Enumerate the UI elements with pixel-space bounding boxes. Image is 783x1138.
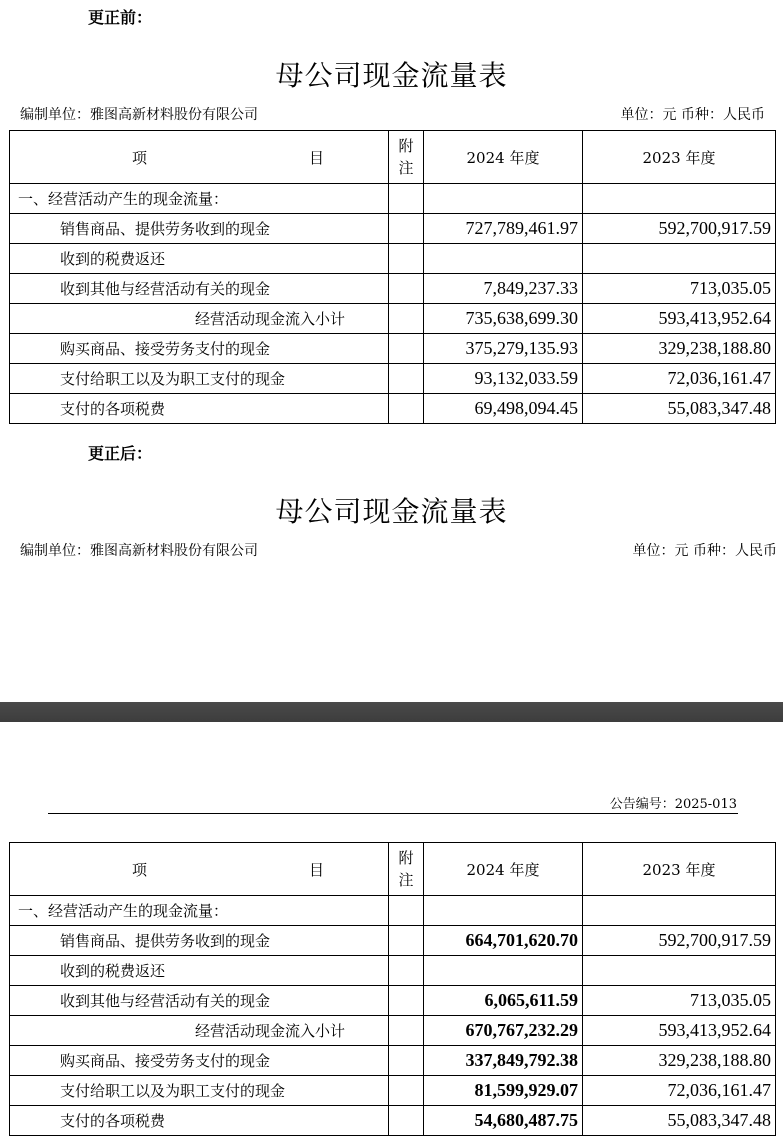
before-page-title: 母公司现金流量表 [275,59,508,92]
table-header-row [10,843,776,896]
table-row: 销售商品、提供劳务收到的现金 664,701,620.70 592,700,917.59 [10,926,776,956]
table-row: 支付给职工以及为职工支付的现金 81,599,929.07 72,036,161.47 [10,1076,776,1106]
before-section-label: 更正前： [88,8,153,27]
table-row: 支付给职工以及为职工支付的现金 93,132,033.59 72,036,161.47 [10,364,776,394]
header-item: 项 目 [10,131,389,184]
table-row: 收到其他与经营活动有关的现金 7,849,237.33 713,035.05 [10,274,776,304]
table-row: 收到的税费返还 [10,956,776,986]
table-row: 支付的各项税费 54,680,487.75 55,083,347.48 [10,1106,776,1136]
after-company: 编制单位：雅图高新材料股份有限公司 [20,543,258,559]
header-2024: 2024 年度 [424,131,583,184]
page-break [0,702,783,722]
table-row: 一、经营活动产生的现金流量： [10,184,776,214]
table-row: 购买商品、接受劳务支付的现金 375,279,135.93 329,238,188.80 [10,334,776,364]
table-row: 一、经营活动产生的现金流量： [10,896,776,926]
before-company: 编制单位：雅图高新材料股份有限公司 [20,107,258,123]
table-row: 购买商品、接受劳务支付的现金 337,849,792.38 329,238,188.80 [10,1046,776,1076]
header-2023: 2023 年度 [583,843,776,896]
after-section-label: 更正后： [88,444,153,463]
table-row: 销售商品、提供劳务收到的现金 727,789,461.97 592,700,917.59 [10,214,776,244]
table-row: 经营活动现金流入小计 735,638,699.30 593,413,952.64 [10,304,776,334]
table-row: 收到其他与经营活动有关的现金 6,065,611.59 713,035.05 [10,986,776,1016]
announcement-number: 公告编号：2025-013 [609,797,737,812]
before-cashflow-table [9,130,776,424]
header-rule [48,813,738,814]
header-note: 附 注 [389,843,424,896]
after-page-title: 母公司现金流量表 [275,495,508,528]
table-row: 经营活动现金流入小计 670,767,232.29 593,413,952.64 [10,1016,776,1046]
table-row: 收到的税费返还 [10,244,776,274]
header-2024: 2024 年度 [424,843,583,896]
header-2023: 2023 年度 [583,131,776,184]
header-item: 项 目 [10,843,389,896]
header-note: 附 注 [389,131,424,184]
table-row: 支付的各项税费 69,498,094.45 55,083,347.48 [10,394,776,424]
after-unit: 单位：元 币种：人民币 [632,543,777,559]
before-unit: 单位：元 币种：人民币 [620,107,765,123]
after-cashflow-table [9,842,776,1136]
table-header-row [10,131,776,184]
